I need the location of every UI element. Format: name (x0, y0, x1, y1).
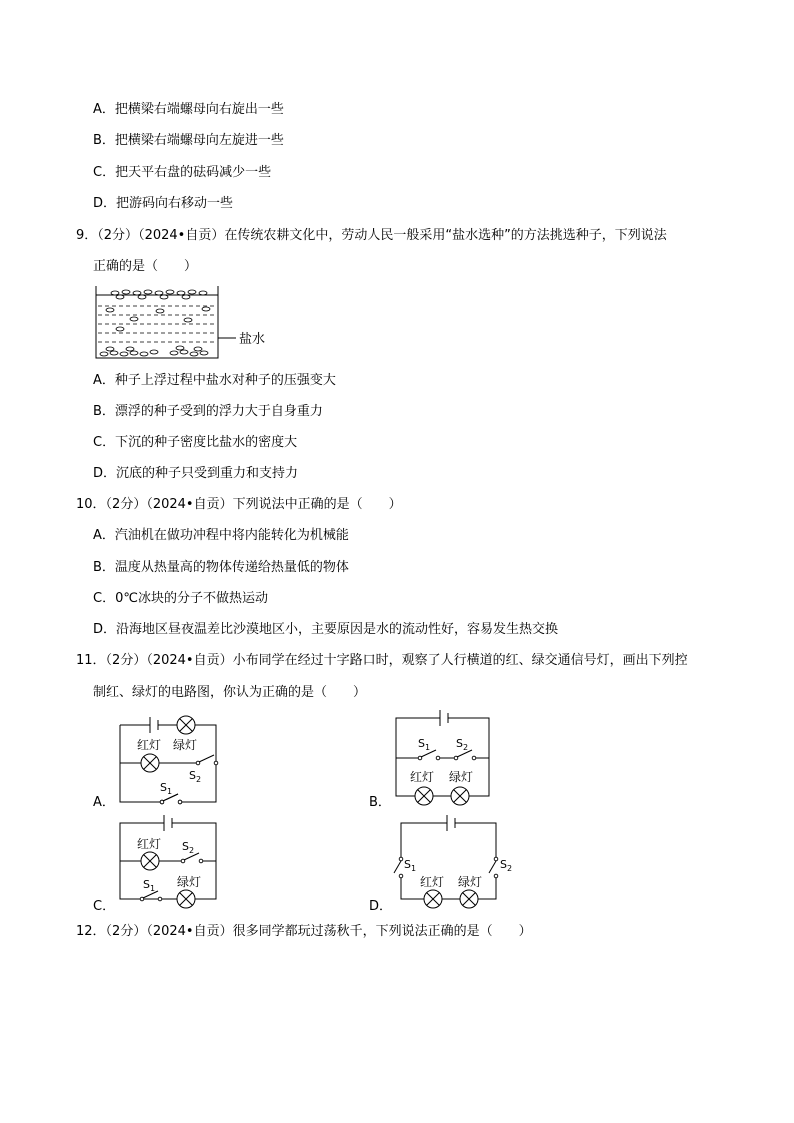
salt-water-label: 盐水 (239, 332, 266, 347)
lamp-icon (177, 716, 195, 734)
svg-text:绿灯: 绿灯 (177, 875, 202, 889)
circuit-d (369, 815, 512, 914)
svg-text:S2: $S_2$ (500, 858, 513, 873)
svg-text:S2: $S_2$ (189, 769, 202, 784)
circuit-diagrams (0, 700, 794, 925)
q9-stem: 9．（2分）（2024•自贡）在传统农耕文化中，劳动人民一般采用“盐水选种”的方法挑选种子，下列说法 (76, 228, 667, 243)
q8-option-c: C．把天平右盘的砝码减少一些 (93, 165, 272, 180)
q9-option-d: D．沉底的种子只受到重力和支持力 (93, 466, 299, 481)
q10-option-a: A．汽油机在做功冲程中将内能转化为机械能 (93, 528, 349, 543)
suspended-seeds (106, 307, 210, 331)
circuit-b (369, 710, 489, 810)
svg-text:绿灯: 绿灯 (458, 875, 483, 889)
green-lamp-icon (177, 890, 195, 908)
circuit-c (93, 815, 216, 914)
q9-stem-cont: 正确的是（ ） (93, 259, 198, 274)
q9-option-a: A．种子上浮过程中盐水对种子的压强变大 (93, 373, 336, 388)
option-label-a: A． (93, 795, 115, 810)
q9-option-c: C．下沉的种子密度比盐水的密度大 (93, 435, 298, 450)
green-lamp-icon (451, 787, 469, 805)
q12-stem: 12．（2分）（2024•自贡）很多同学都玩过荡秋千，下列说法正确的是（ ） (76, 924, 532, 939)
sunken-seeds (100, 346, 208, 356)
svg-text:S1: $S_1$ (143, 878, 156, 893)
q10-option-d: D．沿海地区昼夜温差比沙漠地区小，主要原因是水的流动性好，容易发生热交换 (93, 622, 559, 637)
svg-text:S1: $S_1$ (404, 858, 417, 873)
switch-s1 (394, 861, 401, 873)
option-label-d: D． (369, 899, 393, 914)
svg-text:绿灯: 绿灯 (173, 738, 198, 752)
svg-text:S1: $S_1$ (160, 781, 173, 796)
q10-option-c: C．0℃冰块的分子不做热运动 (93, 591, 268, 606)
svg-text:绿灯: 绿灯 (449, 770, 474, 784)
red-lamp-icon (415, 787, 433, 805)
q8-option-d: D．把游码向右移动一些 (93, 196, 234, 211)
svg-text:S2: $S_2$ (456, 737, 469, 752)
q11-stem-cont: 制红、绿灯的电路图，你认为正确的是（ ） (93, 685, 367, 700)
q8-option-b: B．把横梁右端螺母向左旋进一些 (93, 133, 284, 148)
svg-text:红灯: 红灯 (137, 837, 162, 851)
red-lamp-icon (424, 890, 442, 908)
switch-s2 (199, 755, 214, 762)
q10-stem: 10．（2分）（2024•自贡）下列说法中正确的是（ ） (76, 497, 402, 512)
circuit-a (93, 716, 218, 810)
q11-stem: 11．（2分）（2024•自贡）小布同学在经过十字路口时，观察了人行横道的红、绿交通信号灯，画出下列控 (76, 653, 688, 668)
salt-water-figure (90, 282, 290, 364)
q8-option-a: A．把横梁右端螺母向右旋出一些 (93, 102, 284, 117)
switch-s2 (489, 861, 496, 873)
svg-text:红灯: 红灯 (420, 875, 445, 889)
option-label-b: B． (369, 795, 391, 810)
red-lamp-icon (141, 852, 159, 870)
green-lamp-icon (460, 890, 478, 908)
svg-text:S2: $S_2$ (182, 840, 195, 855)
svg-text:S1: $S_1$ (418, 737, 431, 752)
q10-option-b: B．温度从热量高的物体传递给热量低的物体 (93, 560, 349, 575)
svg-text:红灯: 红灯 (137, 738, 162, 752)
q9-option-b: B．漂浮的种子受到的浮力大于自身重力 (93, 404, 323, 419)
svg-text:红灯: 红灯 (410, 770, 435, 784)
red-lamp-icon (141, 754, 159, 772)
option-label-c: C． (93, 899, 116, 914)
